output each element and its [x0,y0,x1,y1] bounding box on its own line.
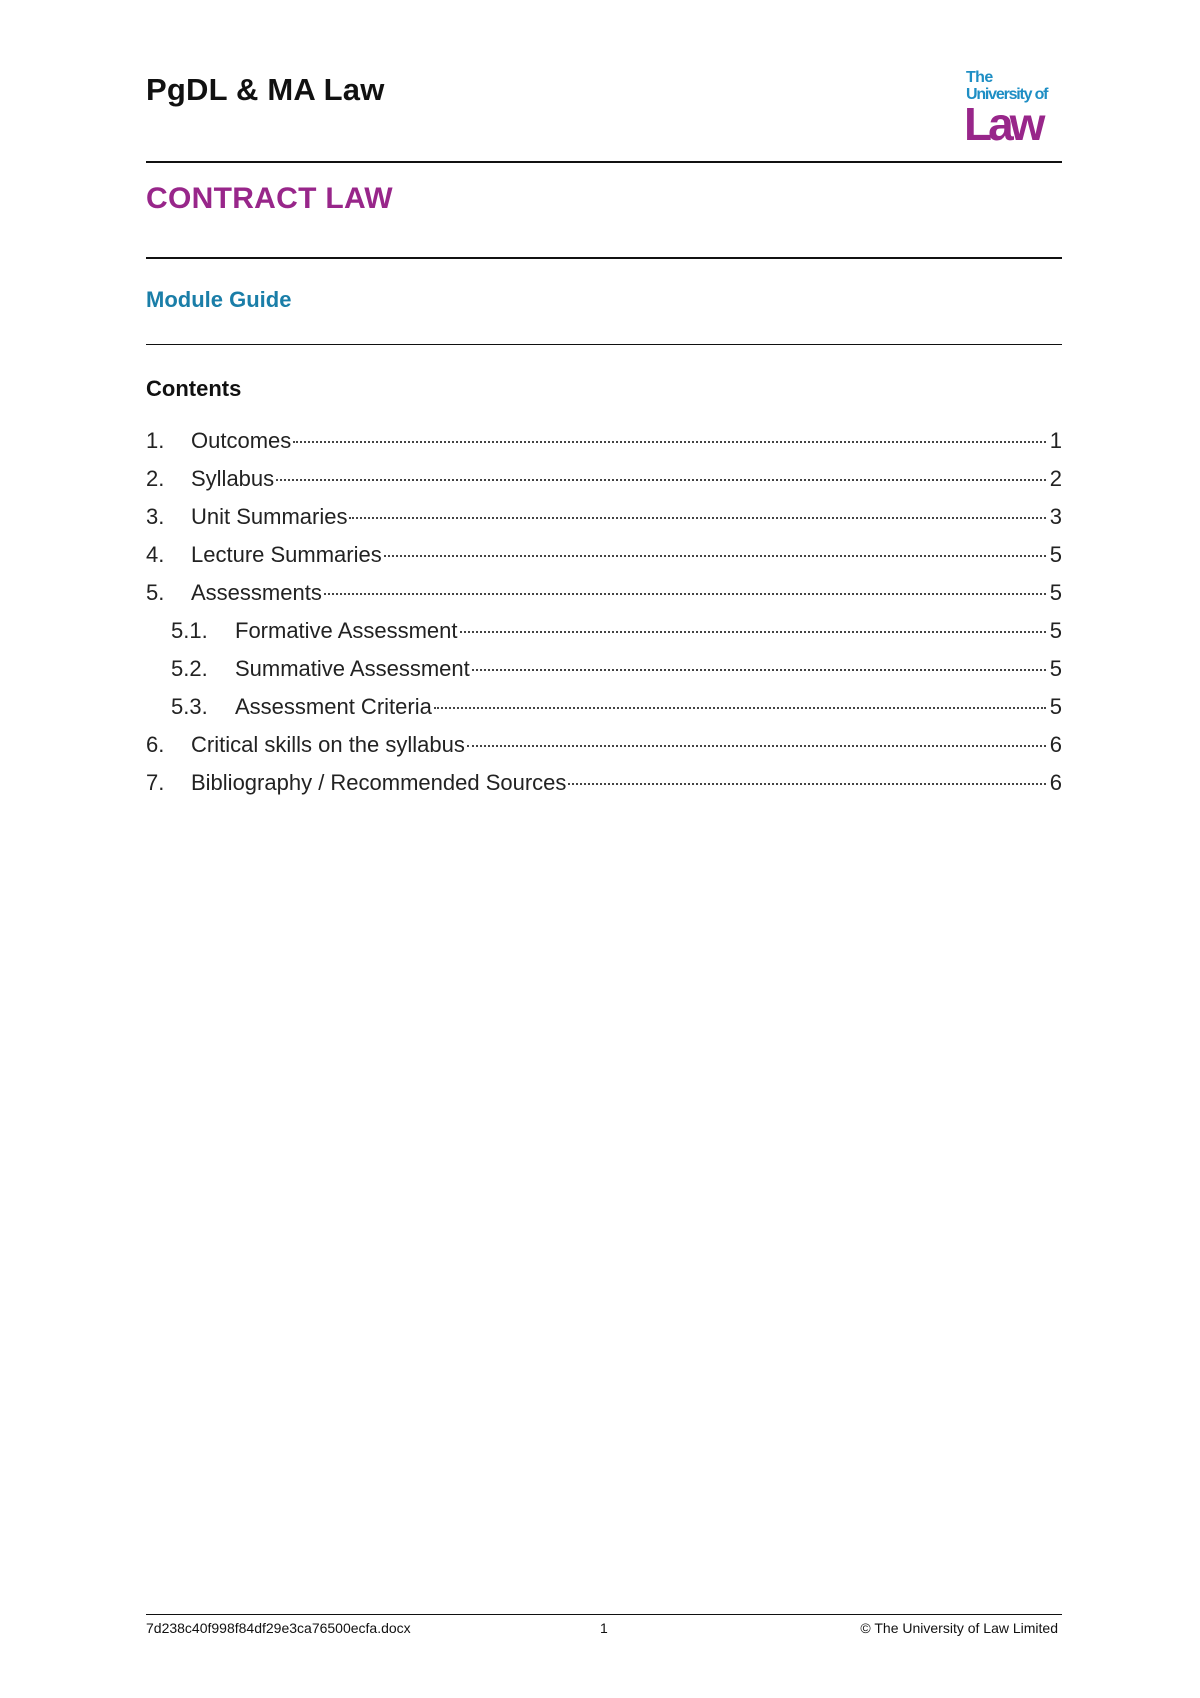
toc-entry[interactable] [146,466,1062,504]
document-title: CONTRACT LAW [146,182,393,215]
toc-entry[interactable] [146,732,1062,770]
toc-entry-title: Summative Assessment [235,656,470,681]
toc-entry-page: 5 [1049,542,1062,567]
toc-entry-title: Syllabus [191,466,275,491]
toc-entry-page: 1 [1049,428,1062,453]
toc-dot-leader [384,554,1046,557]
toc-entry-page: 5 [1049,618,1062,643]
table-of-contents [146,428,1062,808]
toc-entry-title: Assessments [191,580,322,605]
header-divider [146,161,1062,163]
toc-entry[interactable] [146,542,1062,580]
toc-entry-page: 5 [1049,656,1062,681]
toc-entry[interactable] [146,770,1062,808]
toc-entry-page: 2 [1049,466,1062,491]
university-logo [960,68,1060,150]
toc-entry-number: 6. [146,732,165,757]
toc-dot-leader [349,516,1046,519]
toc-entry-number: 5.3. [171,694,208,719]
toc-entry-number: 5.1. [171,618,208,643]
toc-entry-number: 1. [146,428,165,453]
toc-dot-leader [434,706,1046,709]
toc-dot-leader [467,744,1046,747]
toc-entry[interactable] [146,656,1062,694]
toc-dot-leader [568,782,1046,785]
toc-entry-number: 5.2. [171,656,208,681]
toc-entry[interactable] [146,694,1062,732]
title-divider [146,257,1062,259]
toc-dot-leader [460,630,1046,633]
footer-copyright: © The University of Law Limited [860,1620,1058,1636]
toc-entry-title: Outcomes [191,428,292,453]
footer-divider [146,1614,1062,1615]
toc-entry-title: Lecture Summaries [191,542,382,567]
footer-filename: 7d238c40f998f84df29e3ca76500ecfa.docx [146,1620,411,1636]
toc-dot-leader [293,440,1046,443]
toc-entry-page: 5 [1049,580,1062,605]
toc-entry-page: 6 [1049,732,1062,757]
subtitle-divider [146,344,1062,345]
logo-line-law: Law [964,98,1042,150]
toc-entry-title: Critical skills on the syllabus [191,732,465,757]
toc-entry-title: Bibliography / Recommended Sources [191,770,567,795]
toc-entry-page: 3 [1049,504,1062,529]
footer-page-number: 1 [600,1620,608,1636]
document-subtitle: Module Guide [146,287,292,312]
logo-line-university: University of [966,86,1048,103]
toc-dot-leader [472,668,1046,671]
toc-entry-title: Assessment Criteria [235,694,432,719]
toc-entry-number: 2. [146,466,165,491]
logo-line-the: The [966,69,993,86]
toc-entry-title: Formative Assessment [235,618,458,643]
toc-entry-title: Unit Summaries [191,504,348,529]
toc-entry[interactable] [146,428,1062,466]
toc-entry-number: 5. [146,580,165,605]
toc-entry[interactable] [146,504,1062,542]
toc-entry[interactable] [146,580,1062,618]
toc-entry-number: 7. [146,770,165,795]
toc-dot-leader [276,478,1046,481]
contents-heading: Contents [146,376,242,401]
toc-dot-leader [324,592,1046,595]
toc-entry-number: 4. [146,542,165,567]
header-title: PgDL & MA Law [146,72,385,107]
toc-entry-page: 6 [1049,770,1062,795]
toc-entry-page: 5 [1049,694,1062,719]
toc-entry-number: 3. [146,504,165,529]
toc-entry[interactable] [146,618,1062,656]
